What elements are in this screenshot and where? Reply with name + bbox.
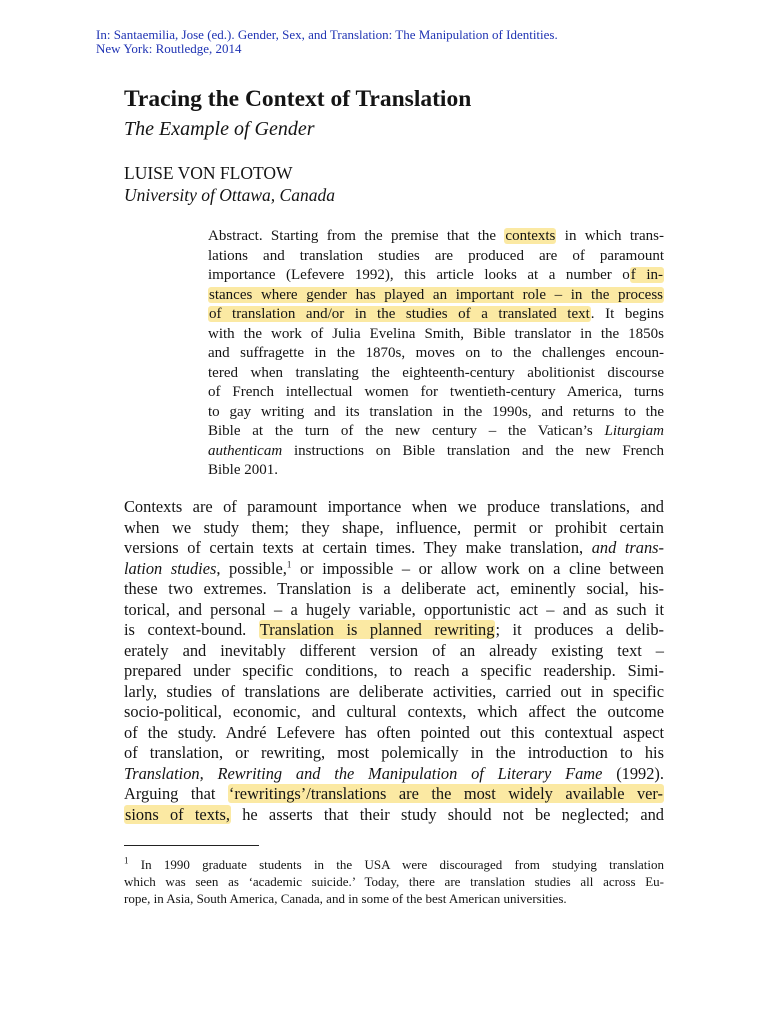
text-run: , possible,: [216, 558, 287, 578]
text-run: importance (Lefevere 1992), this article looks at a number o: [208, 267, 630, 283]
citation-line-2: New York: Routledge, 2014: [96, 41, 242, 56]
text-run: . It begins: [590, 306, 664, 322]
body-line: [124, 538, 664, 559]
abstract-line: [208, 266, 664, 286]
footnote-line: rope, in Asia, South America, Canada, and in some of the best American universities.: [124, 891, 567, 906]
abstract-line: of French intellectual women for twentieth-century America, turns: [208, 384, 664, 400]
italic-text: authenticam: [208, 442, 283, 459]
abstract-line: lations and translation studies are produced are of paramount: [208, 247, 664, 264]
abstract-line: with the work of Julia Evelina Smith, Bible translator in the 1850s: [208, 325, 664, 342]
body-line: erately and inevitably different version of an already existing text –: [124, 640, 664, 660]
italic-text: lation studies: [124, 558, 217, 578]
body-line: these two extremes. Translation is a deliberate act, eminently social, his-: [124, 579, 664, 598]
author-name: LUISE VON FLOTOW: [124, 163, 293, 183]
highlighted-text: stances where gender has played an important role – in the process: [209, 286, 663, 303]
article-title: Tracing the Context of Translation: [124, 86, 472, 112]
article-subtitle: The Example of Gender: [124, 118, 315, 140]
body-line: socio-political, economic, and cultural contexts, which affect the outcome: [124, 702, 664, 721]
text-run: versions of certain texts at certain times. They make translation,: [124, 538, 592, 557]
highlighted-text: ‘rewritings’/translations are the most widely available ver-: [228, 784, 664, 803]
abstract-line: [208, 442, 664, 462]
body-line: of translation, or rewriting, most polemically in the introduction to his: [124, 743, 664, 762]
highlighted-text: f in-: [630, 267, 663, 283]
text-run: is context-bound.: [124, 620, 259, 639]
abstract-line: Bible 2001.: [208, 462, 278, 478]
text-run: or impossible – or allow work on a cline between: [291, 558, 664, 578]
abstract-line: to gay writing and its translation in the 1990s, and returns to the: [208, 403, 664, 420]
body-line: of the study. André Lefevere has often pointed out this contextual aspect: [124, 722, 664, 742]
italic-text: Translation, Rewriting and the Manipulation of Literary Fame: [124, 763, 603, 783]
footnote-line: which was seen as ‘academic suicide.’ Today, there are translation studies all across Eu-: [124, 874, 664, 889]
footnote-line: [124, 856, 664, 873]
footnote-marker: 1: [124, 855, 129, 866]
footnote: [124, 856, 664, 907]
body-line: [124, 805, 664, 826]
body-line: [124, 784, 664, 805]
italic-text: and trans-: [591, 538, 664, 557]
citation-line-1: In: Santaemilia, Jose (ed.). Gender, Sex, and Translation: The Manipulation of Identities.: [96, 27, 558, 42]
abstract-line: [208, 305, 664, 325]
highlighted-text: sions of texts,: [125, 804, 230, 824]
text-run: Abstract. Starting from the premise that the: [208, 228, 505, 244]
body-line: torical, and personal – a hugely variable, opportunistic act – and as such it: [124, 599, 664, 619]
footnote-divider: [124, 845, 259, 846]
abstract-line: tered when translating the eighteenth-century abolitionist discourse: [208, 364, 664, 381]
body-line: [124, 559, 664, 580]
abstract-line: [208, 227, 664, 247]
abstract-line: [208, 286, 664, 306]
source-citation: [96, 28, 696, 56]
text-run: (1992).: [602, 763, 664, 783]
body-line: [124, 764, 664, 785]
body-line: prepared under specific conditions, to reach a specific readership. Simi-: [124, 661, 664, 680]
text-run: in which trans-: [556, 228, 664, 244]
author-affiliation: University of Ottawa, Canada: [124, 185, 335, 205]
highlighted-text: of translation and/or in the studies of a translated text: [209, 306, 590, 322]
italic-text: Liturgiam: [604, 423, 664, 439]
text-run: In 1990 graduate students in the USA were discouraged from studying translation: [128, 857, 664, 872]
body-paragraph: [124, 497, 664, 825]
body-line: when we study them; they shape, influence, permit or prohibit certain: [124, 517, 664, 537]
footnote-reference[interactable]: 1: [286, 559, 292, 570]
abstract: [208, 227, 664, 481]
text-run: Bible at the turn of the new century – the Vatican’s: [208, 423, 605, 439]
highlighted-text: contexts: [505, 228, 556, 244]
body-line: [124, 620, 664, 641]
text-run: instructions on Bible translation and the new French: [282, 442, 664, 459]
abstract-line: [208, 422, 664, 442]
text-run: ; it produces a delib-: [495, 620, 664, 639]
text-run: he asserts that their study should not be neglected; and: [230, 804, 664, 824]
body-line: Contexts are of paramount importance when we produce translations, and: [124, 497, 664, 516]
highlighted-text: Translation is planned rewriting: [259, 620, 495, 639]
body-line: larly, studies of translations are deliberate activities, carried out in specific: [124, 681, 664, 701]
abstract-line: and suffragette in the 1870s, moves on to the challenges encoun-: [208, 345, 664, 361]
text-run: Arguing that: [124, 784, 228, 803]
